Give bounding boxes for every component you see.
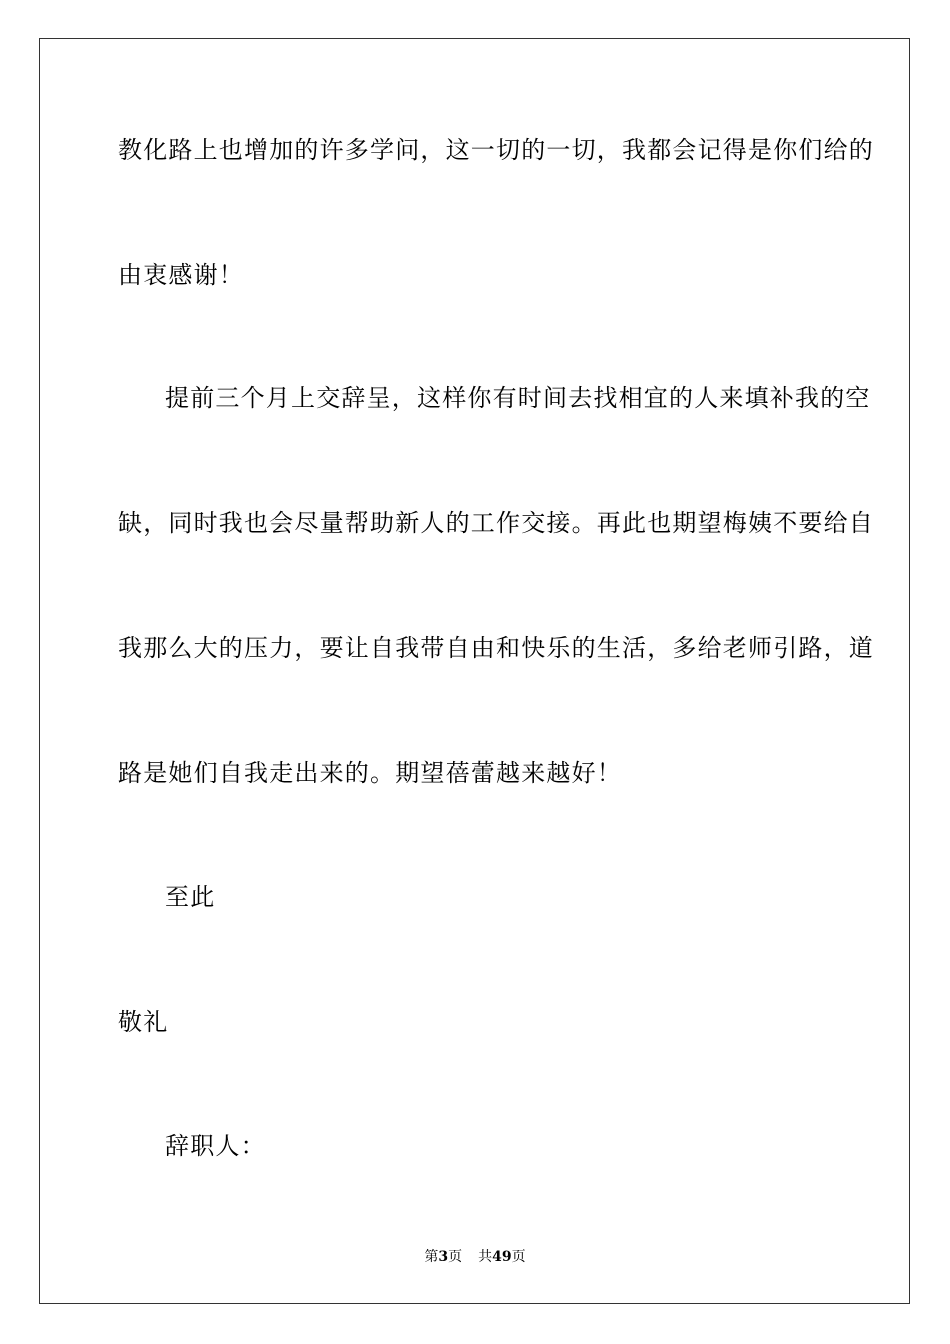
body-line-1: 教化路上也增加的许多学问，这一切的一切，我都会记得是你们给的 — [118, 136, 874, 164]
body-line-2: 由衷感谢！ — [118, 261, 244, 289]
body-line-5: 我那么大的压力，要让自我带自由和快乐的生活，多给老师引路，道 — [118, 634, 874, 662]
body-line-6: 路是她们自我走出来的。期望蓓蕾越来越好！ — [118, 759, 622, 787]
total-suffix: 页 — [511, 1249, 526, 1265]
salutation: 敬礼 — [118, 1008, 169, 1036]
total-pages: 49 — [492, 1249, 512, 1265]
closing-phrase: 至此 — [165, 883, 216, 911]
page-suffix: 页 — [448, 1249, 463, 1265]
page-footer — [0, 1248, 950, 1266]
total-prefix: 共 — [478, 1249, 493, 1265]
signature-label: 辞职人： — [165, 1132, 266, 1160]
page-frame — [39, 38, 910, 1304]
page-prefix: 第 — [424, 1249, 439, 1265]
body-line-3: 提前三个月上交辞呈，这样你有时间去找相宜的人来填补我的空 — [165, 384, 871, 412]
page-number: 3 — [438, 1249, 449, 1265]
body-line-4: 缺，同时我也会尽量帮助新人的工作交接。再此也期望梅姨不要给自 — [118, 509, 874, 537]
